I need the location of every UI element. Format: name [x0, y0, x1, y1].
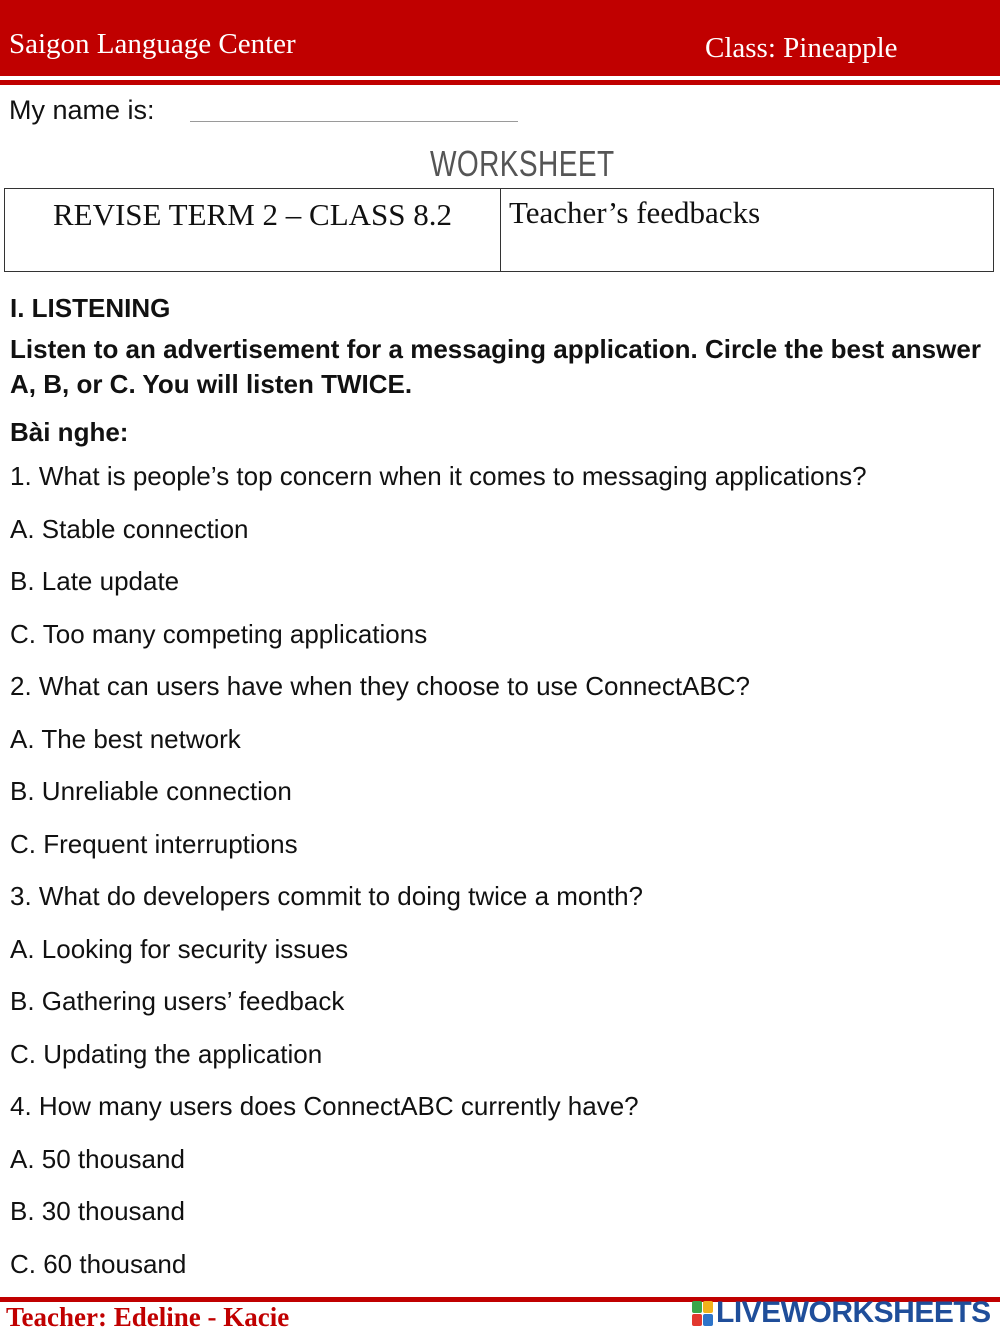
section-instruction: Listen to an advertisement for a messaging application. Circle the best answer A, B, or C. You will listen TWICE.	[10, 334, 981, 399]
option-3a[interactable]: A. Looking for security issues	[10, 933, 349, 964]
question-1: 1. What is people’s top concern when it comes to messaging applications?	[10, 461, 867, 491]
liveworksheets-logo	[692, 1296, 991, 1330]
option-1c[interactable]: C. Too many competing applications	[10, 618, 428, 649]
option-2a[interactable]: A. The best network	[10, 723, 241, 754]
question-3: 3. What do developers commit to doing twice a month?	[10, 881, 643, 911]
teacher-name: Teacher: Edeline - Kacie	[6, 1302, 290, 1332]
name-input-line[interactable]	[190, 121, 518, 122]
liveworksheets-logo-text: LIVEWORKSHEETS	[716, 1296, 991, 1329]
class-name: Class: Pineapple	[705, 32, 898, 64]
option-4c[interactable]: C. 60 thousand	[10, 1248, 187, 1279]
section-title: I. LISTENING	[10, 293, 171, 323]
question-list	[10, 450, 1000, 1290]
teacher-feedback-label: Teacher’s feedbacks	[509, 195, 761, 230]
revise-term-label: REVISE TERM 2 – CLASS 8.2	[5, 189, 501, 271]
worksheet-title: WORKSHEET	[430, 143, 615, 184]
option-2b[interactable]: B. Unreliable connection	[10, 776, 292, 806]
option-3c[interactable]: C. Updating the application	[10, 1038, 323, 1069]
option-1a[interactable]: A. Stable connection	[10, 513, 249, 544]
header-divider	[0, 80, 1000, 85]
audio-label: Bài nghe:	[10, 417, 129, 447]
option-4a[interactable]: A. 50 thousand	[10, 1143, 185, 1174]
name-label: My name is:	[9, 95, 155, 125]
option-3b[interactable]: B. Gathering users’ feedback	[10, 986, 345, 1016]
question-2: 2. What can users have when they choose to use ConnectABC?	[10, 671, 750, 701]
option-1b[interactable]: B. Late update	[10, 566, 180, 596]
option-2c[interactable]: C. Frequent interruptions	[10, 828, 298, 859]
option-4b[interactable]: B. 30 thousand	[10, 1196, 185, 1226]
liveworksheets-logo-icon	[692, 1301, 713, 1326]
question-4: 4. How many users does ConnectABC currently have?	[10, 1091, 639, 1121]
listening-section	[10, 292, 1000, 1290]
center-name: Saigon Language Center	[9, 28, 296, 60]
title-box	[4, 188, 994, 272]
